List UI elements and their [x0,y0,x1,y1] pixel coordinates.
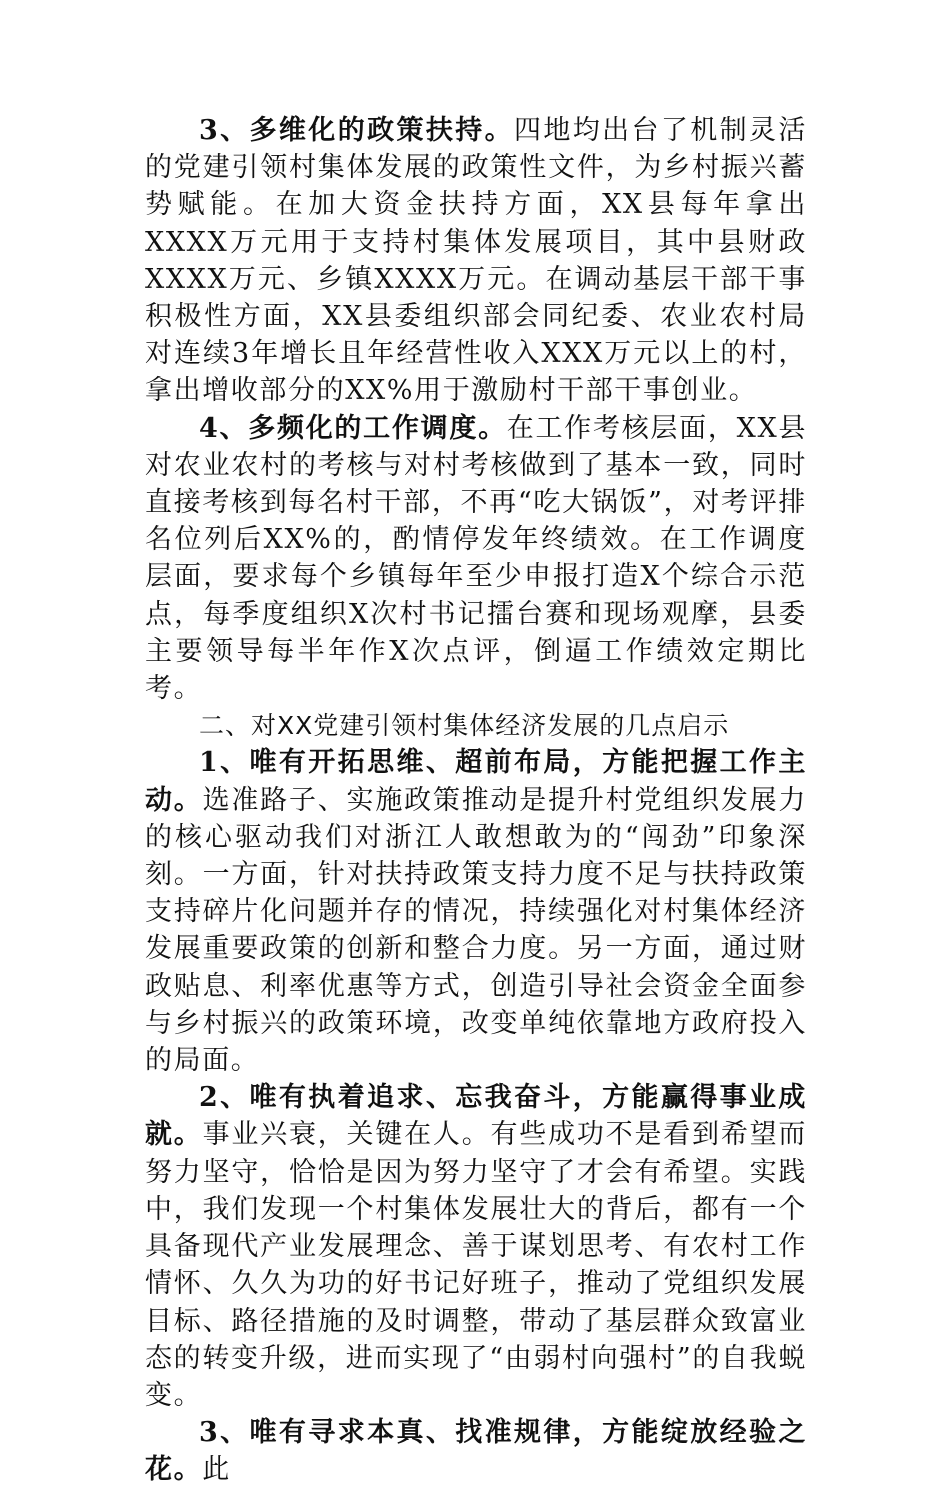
paragraph-text: 选准路子、实施政策推动是提升村党组织发展力的核心驱动我们对浙江人敢想敢为的“闯劲”印象深刻。一方面，针对扶持政策支持力度不足与扶持政策支持碎片化问题并存的情况，持续强化对村集体经济发展重要政策的创新和整合力度。另一方面，通过财政贴息、利率优惠等方式，创造引导社会资金全面参与乡村振兴的政策环境，改变单纯依靠地方政府投入的局面。 [145,784,807,1077]
paragraph-text: 事业兴衰，关键在人。有些成功不是看到希望而努力坚守，恰恰是因为努力坚守了才会有希望。实践中，我们发现一个村集体发展壮大的背后，都有一个具备现代产业发展理念、善于谋划思考、有农村工作情怀、久久为功的好书记好班子，推动了党组织发展目标、路径措施的及时调整，带动了基层群众致富业态的转变升级，进而实现了“由弱村向强村”的自我蜕变。 [145,1119,807,1411]
paragraph-lead: 3、唯有寻求本真、找准规律，方能绽放经验之花。 [145,1417,807,1486]
paragraph-work-scheduling [145,410,807,708]
paragraph-lead: 1、唯有开拓思维、超前布局，方能把握工作主动。 [145,747,807,816]
paragraph-open-thinking [145,744,807,1079]
section-heading-text: 二、对XX党建引领村集体经济发展的几点启示 [199,711,730,741]
paragraph-policy-support [145,112,807,410]
paragraph-text: 此 [202,1454,231,1486]
paragraph-lead: 2、唯有执着追求、忘我奋斗，方能赢得事业成就。 [145,1082,807,1151]
section-heading [145,707,807,744]
paragraph-persistent-pursuit [145,1079,807,1414]
paragraph-lead: 3、多维化的政策扶持。 [199,115,514,146]
paragraph-text: 在工作考核层面，XX县对农业农村的考核与对村考核做到了基本一致，同时直接考核到每名村干部，不再“吃大锅饭”，对考评排名位列后XX%的，酌情停发年终绩效。在工作调度层面，要求每个乡镇每年至少申报打造X个综合示范点，每季度组织X次村书记擂台赛和现场观摩，县委主要领导每半年作X次点评，倒逼工作绩效定期比考。 [145,412,807,705]
paragraph-text: 四地均出台了机制灵活的党建引领村集体发展的政策性文件，为乡村振兴蓄势赋能。在加大资金扶持方面，XX县每年拿出XXXX万元用于支持村集体发展项目，其中县财政XXXX万元、乡镇XXXX万元。在调动基层干部干事积极性方面，XX县委组织部会同纪委、农业农村局对连续3年增长且年经营性收入XXX万元以上的村，拿出增收部分的XX%用于激励村干部干事创业。 [145,115,808,407]
document-body [145,112,807,1489]
paragraph-seek-essence [145,1414,807,1488]
paragraph-lead: 4、多频化的工作调度。 [199,412,507,444]
